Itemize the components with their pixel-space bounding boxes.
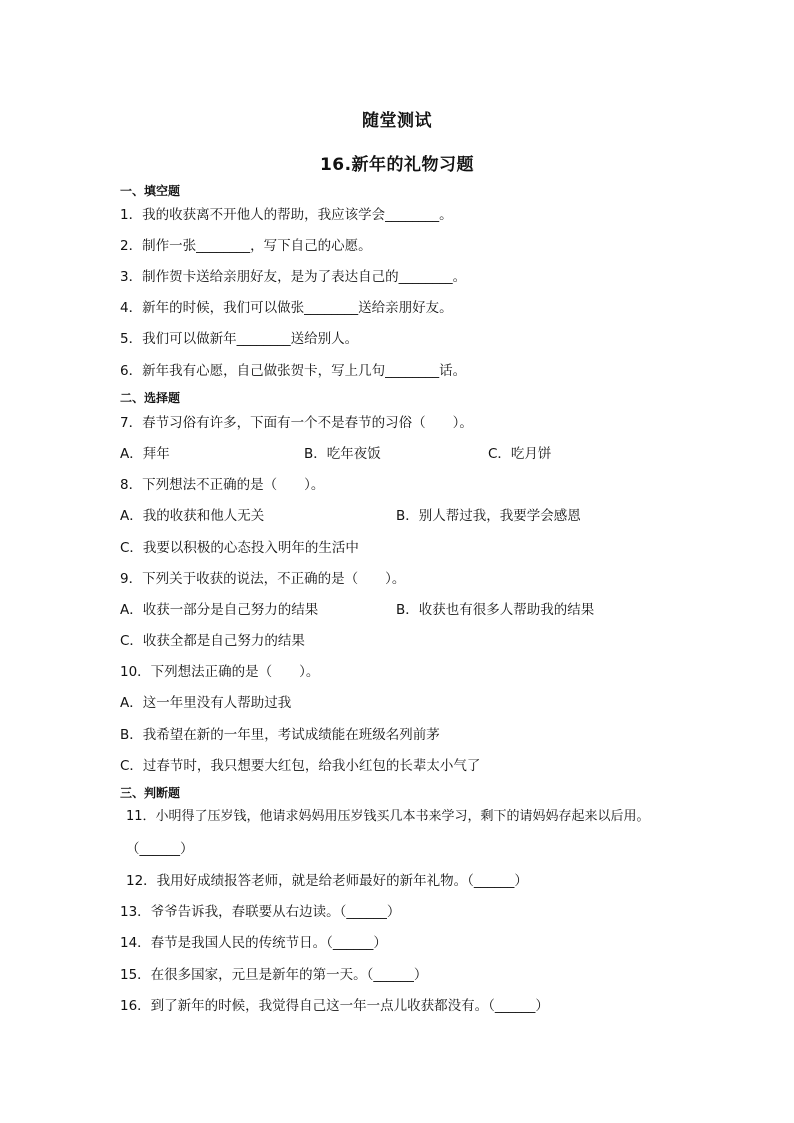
question-8-option-b: B．别人帮过我，我要学会感恩: [396, 508, 581, 524]
question-13: 13．爷爷告诉我，春联要从右边读。（______）: [120, 904, 401, 920]
question-7-option-b: B．吃年夜饭: [304, 446, 381, 462]
question-1: 1．我的收获离不开他人的帮助，我应该学会________。: [120, 207, 453, 223]
question-7-option-a: A．拜年: [120, 446, 170, 462]
question-10-option-a: A．这一年里没有人帮助过我: [120, 695, 292, 711]
question-9: 9．下列关于收获的说法，不正确的是（ ）。: [120, 571, 406, 587]
page-title: 随堂测试: [362, 111, 432, 131]
page-subtitle: 16.新年的礼物习题: [319, 155, 475, 175]
question-9-option-a: A．收获一部分是自己努力的结果: [120, 602, 319, 618]
question-7: 7．春节习俗有许多，下面有一个不是春节的习俗（ ）。: [120, 415, 473, 431]
question-8: 8．下列想法不正确的是（ ）。: [120, 477, 325, 493]
question-11-answer: （______）: [126, 841, 194, 857]
question-14: 14．春节是我国人民的传统节日。（______）: [120, 935, 387, 951]
question-4: 4．新年的时候，我们可以做张________送给亲朋好友。: [120, 300, 453, 316]
question-9-option-c: C．收获全都是自己努力的结果: [120, 633, 305, 649]
question-15: 15．在很多国家，元旦是新年的第一天。（______）: [120, 967, 428, 983]
question-2: 2．制作一张________，写下自己的心愿。: [120, 238, 372, 254]
question-10-option-c: C．过春节时，我只想要大红包，给我小红包的长辈太小气了: [120, 758, 481, 774]
question-9-option-b: B．收获也有很多人帮助我的结果: [396, 602, 595, 618]
question-8-option-a: A．我的收获和他人无关: [120, 508, 265, 524]
section-judge: 三、判断题: [120, 786, 181, 800]
question-11: 11．小明得了压岁钱，他请求妈妈用压岁钱买几本书来学习，剩下的请妈妈存起来以后用。: [126, 809, 650, 824]
question-8-option-c: C．我要以积极的心态投入明年的生活中: [120, 540, 359, 556]
question-10: 10．下列想法正确的是（ ）。: [120, 664, 320, 680]
question-7-option-c: C．吃月饼: [488, 446, 552, 462]
question-5: 5．我们可以做新年________送给别人。: [120, 331, 359, 347]
question-3: 3．制作贺卡送给亲朋好友，是为了表达自己的________。: [120, 269, 467, 285]
question-10-option-b: B．我希望在新的一年里，考试成绩能在班级名列前茅: [120, 727, 440, 743]
question-6: 6．新年我有心愿，自己做张贺卡，写上几句________话。: [120, 363, 467, 379]
question-16: 16．到了新年的时候，我觉得自己这一年一点儿收获都没有。（______）: [120, 998, 549, 1014]
question-12: 12．我用好成绩报答老师，就是给老师最好的新年礼物。（______）: [126, 873, 528, 889]
section-fill-blank: 一、填空题: [120, 184, 181, 198]
section-choice: 二、选择题: [120, 391, 181, 405]
